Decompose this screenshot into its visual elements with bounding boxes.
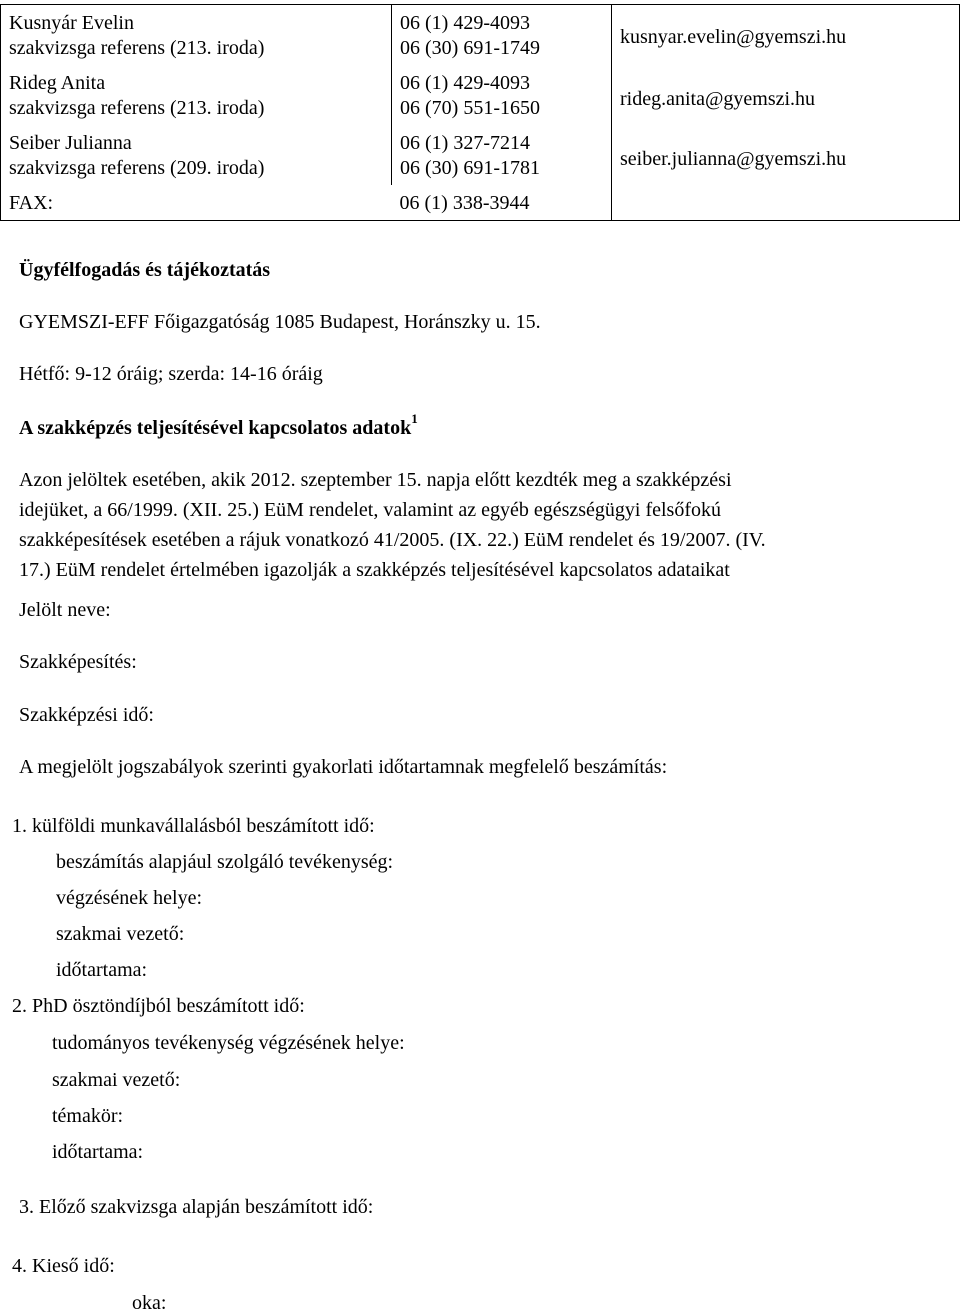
item4-reason: oka: [132,1292,167,1314]
contact-phone: 06 (1) 429-4093 [400,12,530,34]
contact-phone: 06 (1) 429-4093 [400,72,530,94]
item2-field: tudományos tevékenység végzésének helye: [52,1032,405,1054]
contact-phone-cell [392,125,612,185]
fax-empty-cell [612,185,960,221]
contact-name-cell [1,65,392,125]
item2-field: időtartama: [52,1141,144,1163]
contact-phone-cell [392,65,612,125]
contact-email-cell [612,65,960,125]
training-time-label: Szakképzési idő: [19,704,154,726]
contact-email: rideg.anita@gyemszi.hu [620,88,816,110]
credit-intro: A megjelölt jogszabályok szerinti gyakorlati időtartamnak megfelelő beszámítás: [19,756,668,778]
item2-field: témakör: [52,1105,124,1127]
item4-title: 4. Kieső idő: [12,1255,115,1277]
contact-role: szakvizsga referens (213. iroda) [9,97,265,119]
contact-email-cell [612,5,960,66]
contact-name-cell [1,5,392,66]
contact-phone-cell [392,5,612,66]
qualification-label: Szakképesítés: [19,651,137,673]
reception-hours: Hétfő: 9-12 óráig; szerda: 14-16 óráig [19,363,323,385]
reception-heading: Ügyfélfogadás és tájékoztatás [19,259,271,281]
item1-title: 1. külföldi munkavállalásból beszámított idő: [12,815,375,837]
contact-row [1,125,960,185]
fax-number-cell [392,185,612,221]
contact-phone: 06 (30) 691-1749 [400,37,540,59]
contact-email: kusnyar.evelin@gyemszi.hu [620,26,847,48]
contact-row [1,65,960,125]
paragraph-line: idejüket, a 66/1999. (XII. 25.) EüM rendelet, valamint az egyéb egészségügyi felsőfokú [19,499,722,521]
contact-name: Seiber Julianna [9,132,132,154]
item1-field: beszámítás alapjául szolgáló tevékenység: [56,851,394,873]
contact-phone: 06 (1) 327-7214 [400,132,530,154]
footnote-marker: 1 [411,411,418,426]
item1-field: végzésének helye: [56,887,203,909]
item1-field: időtartama: [56,959,148,981]
contact-name: Kusnyár Evelin [9,12,134,34]
fax-label-cell [1,185,392,221]
contact-email: seiber.julianna@gyemszi.hu [620,148,847,170]
contact-phone: 06 (30) 691-1781 [400,157,540,179]
contact-name-cell [1,125,392,185]
fax-number: 06 (1) 338-3944 [399,192,530,214]
item3-title: 3. Előző szakvizsga alapján beszámított idő: [19,1196,374,1218]
legal-paragraph [19,465,919,585]
section-heading-text: A szakképzés teljesítésével kapcsolatos adatok [19,417,412,439]
item1-field: szakmai vezető: [56,923,185,945]
contact-name: Rideg Anita [9,72,106,94]
contacts-table [0,4,960,221]
contact-row [1,5,960,66]
section-heading [19,411,418,440]
reception-address: GYEMSZI-EFF Főigazgatóság 1085 Budapest, Horánszky u. 15. [19,311,541,333]
paragraph-line: Azon jelöltek esetében, akik 2012. szeptember 15. napja előtt kezdték meg a szakképzési [19,469,732,491]
fax-label: FAX: [9,192,54,214]
paragraph-line: 17.) EüM rendelet értelmében igazolják a szakképzés teljesítésével kapcsolatos adataikat [19,559,730,581]
contact-phone: 06 (70) 551-1650 [400,97,540,119]
item2-field: szakmai vezető: [52,1069,181,1091]
paragraph-line: szakképesítések esetében a rájuk vonatkozó 41/2005. (IX. 22.) EüM rendelet és 19/2007. (IV. [19,529,766,551]
contact-email-cell [612,125,960,185]
candidate-name-label: Jelölt neve: [19,599,111,621]
contact-role: szakvizsga referens (209. iroda) [9,157,265,179]
contact-role: szakvizsga referens (213. iroda) [9,37,265,59]
item2-title: 2. PhD ösztöndíjból beszámított idő: [12,995,305,1017]
fax-row [1,185,960,221]
